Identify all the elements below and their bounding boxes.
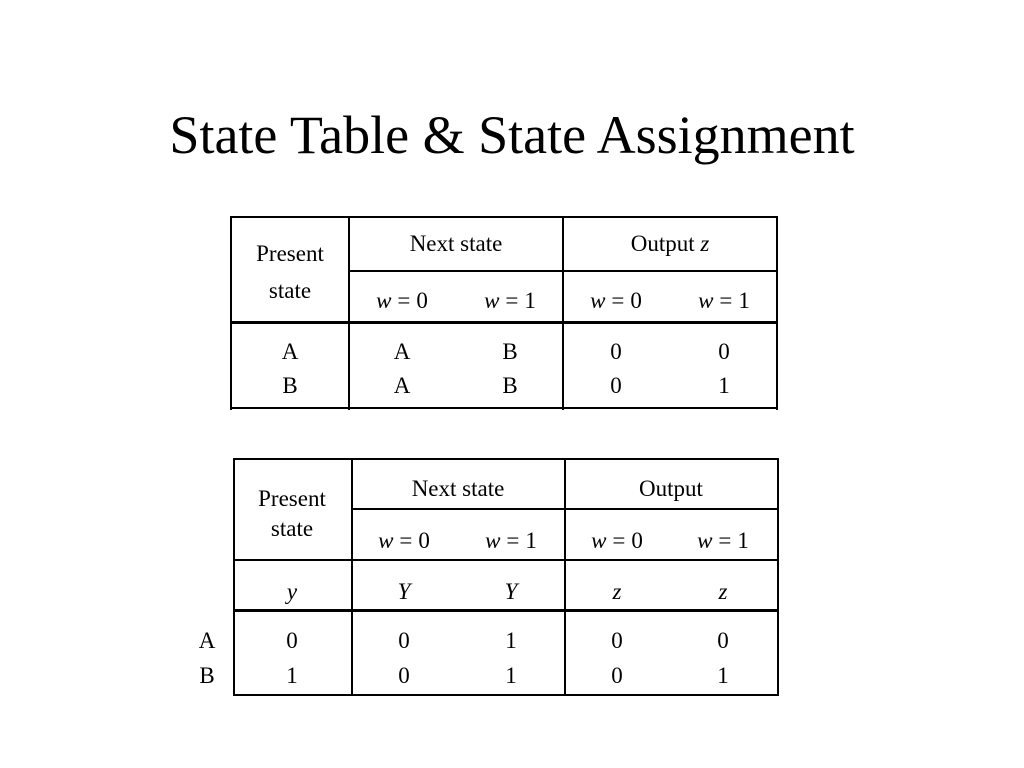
input-w1-header: w = 1 (484, 288, 536, 313)
output-variable: z (700, 231, 710, 256)
output-variable-z: z (718, 579, 728, 604)
table-cell: 0 (398, 628, 410, 653)
table-cell: 1 (286, 663, 298, 688)
table-cell: 0 (611, 663, 623, 688)
table-border-top (233, 458, 779, 460)
table-header-separator (233, 609, 779, 612)
state-assignment-table (233, 458, 779, 696)
next-state-header: Next state (409, 231, 503, 256)
table-border-right (776, 216, 778, 410)
table-cell: 0 (286, 628, 298, 653)
table-divider (233, 559, 779, 561)
table-cell: A (393, 373, 411, 398)
table-cell: 1 (717, 663, 729, 688)
table-border-left (230, 216, 232, 410)
table-divider (562, 216, 564, 410)
next-state-header: Next state (411, 476, 505, 501)
table-cell: B (502, 339, 518, 364)
input-w1-header: w = 1 (485, 528, 537, 553)
table-divider (564, 458, 566, 696)
state-table (230, 216, 778, 410)
table-cell: 0 (717, 628, 729, 653)
present-state-header-line2: state (268, 278, 312, 303)
slide-title: State Table & State Assignment (169, 105, 855, 165)
input-w0-header: w = 0 (376, 288, 428, 313)
table-cell: 0 (610, 373, 622, 398)
table-header-separator (230, 321, 778, 324)
input-w0-header: w = 0 (591, 528, 643, 553)
table-border-left (233, 458, 235, 696)
table-divider (348, 216, 350, 410)
table-cell: 1 (505, 628, 517, 653)
input-w1-header: w = 1 (698, 288, 750, 313)
input-w0-header: w = 0 (378, 528, 430, 553)
table-cell: 1 (718, 373, 730, 398)
input-w0-header: w = 0 (590, 288, 642, 313)
table-cell: B (282, 373, 298, 398)
present-state-header-line2: state (270, 516, 314, 541)
table-cell: 0 (610, 339, 622, 364)
table-cell: 0 (398, 663, 410, 688)
table-cell: A (393, 339, 411, 364)
next-state-variable-Y: Y (397, 579, 411, 604)
table-border-bottom (230, 407, 778, 409)
present-state-header-line1: Present (256, 241, 324, 266)
table-cell: 0 (718, 339, 730, 364)
state-label: A (198, 628, 216, 653)
output-label: Output (630, 231, 695, 256)
table-cell: 0 (611, 628, 623, 653)
table-divider (351, 508, 779, 510)
present-state-header-line1: Present (258, 486, 326, 511)
state-variable-y: y (286, 579, 298, 604)
table-border-top (230, 216, 778, 218)
input-w1-header: w = 1 (697, 528, 749, 553)
table-divider (348, 270, 778, 272)
table-border-right (777, 458, 779, 696)
table-cell: 1 (505, 663, 517, 688)
table-divider (351, 458, 353, 696)
output-header (631, 231, 710, 257)
table-cell: B (502, 373, 518, 398)
next-state-variable-Y: Y (504, 579, 518, 604)
table-border-bottom (233, 694, 779, 696)
output-header: Output (639, 476, 703, 501)
output-variable-z: z (612, 579, 622, 604)
state-label: B (199, 663, 215, 688)
table-cell: A (281, 339, 299, 364)
